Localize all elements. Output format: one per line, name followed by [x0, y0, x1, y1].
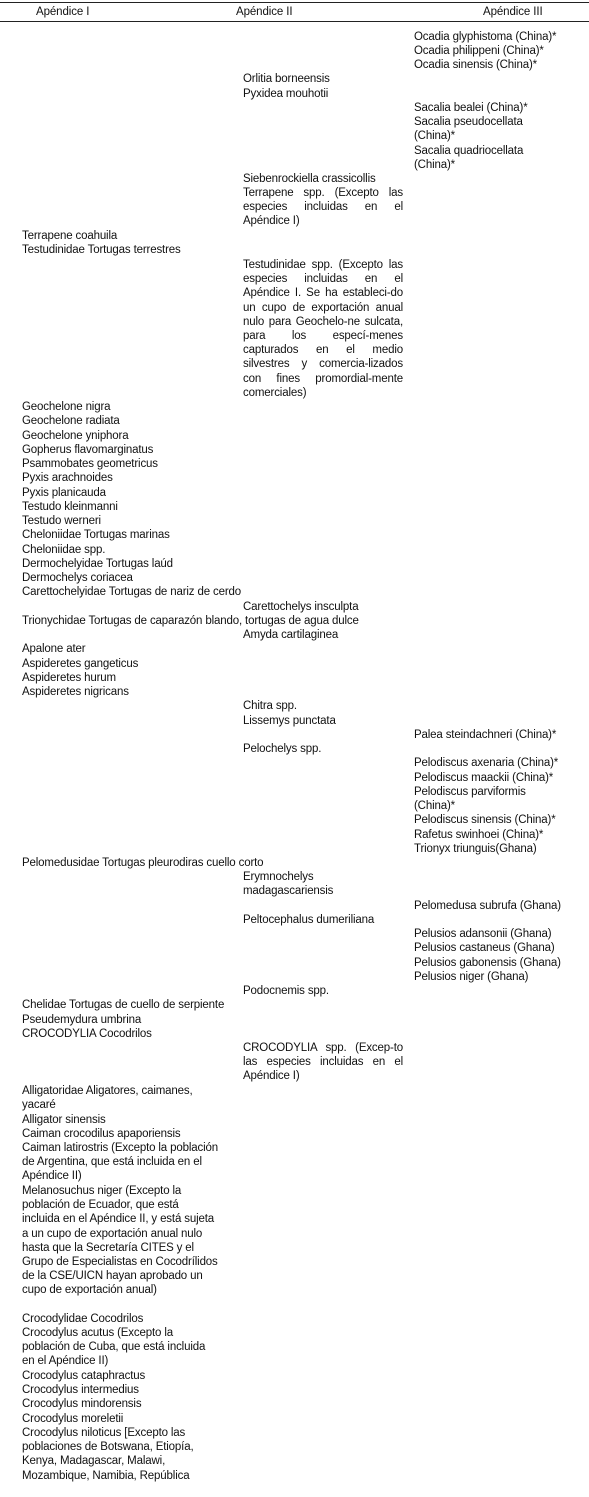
list-item: Pelodiscus parviformis (China)*	[414, 786, 526, 813]
list-item: Sacalia bealei (China)*	[414, 102, 528, 114]
list-item: Pelomedusa subrufa (Ghana)	[414, 900, 561, 912]
list-item: Trionychidae Tortugas de caparazón blando, tortugas de agua dulce	[22, 615, 359, 627]
list-item: Crocodylus moreletii	[22, 1413, 124, 1425]
list-item: Dermochelyidae Tortugas laúd	[22, 558, 173, 570]
list-item: Pelodiscus axenaria (China)*	[414, 757, 559, 769]
list-item: Cheloniidae Tortugas marinas	[22, 529, 170, 541]
list-item: Testudo kleinmanni	[22, 501, 118, 513]
list-item: Podocnemis spp.	[243, 985, 329, 997]
list-item: Gopherus flavomarginatus	[22, 444, 154, 456]
list-item: Terrapene spp. (Excepto las especies incluidas en el Apéndice I)	[243, 187, 403, 228]
list-item: Rafetus swinhoei (China)*	[414, 829, 544, 841]
list-item: Caiman crocodilus apaporiensis	[22, 1128, 181, 1140]
list-item: Crocodylus cataphractus	[22, 1370, 146, 1382]
list-item: Alligator sinensis	[22, 1114, 106, 1126]
list-item: Siebenrockiella crassicollis	[243, 173, 376, 185]
list-item: Lissemys punctata	[243, 715, 336, 727]
list-item: Palea steindachneri (China)*	[414, 729, 557, 741]
list-item: Geochelone yniphora	[22, 430, 129, 442]
list-item: Pyxidea mouhotii	[243, 88, 329, 100]
list-item: Trionyx triunguis(Ghana)	[414, 843, 537, 855]
list-item: Geochelone nigra	[22, 401, 111, 413]
list-item: Pelochelys spp.	[243, 743, 322, 755]
list-item: Ocadia glyphistoma (China)*	[414, 31, 557, 43]
list-item: Testudinidae spp. (Excepto las especies incluidas en el Apéndice I. Se ha estableci-do un cupo de exportación anual nulo para Geochelo-ne sulcata, para los especí-menes capturados en el medio silvestres y comercia-lizados con fines promordial-mente comerciales)	[243, 259, 403, 399]
header-bottom-rule	[0, 21, 589, 22]
list-item: Orlitia borneensis	[243, 73, 330, 85]
list-item: Pelusios niger (Ghana)	[414, 971, 529, 983]
list-item: Geochelone radiata	[22, 415, 120, 427]
list-item: Erymnochelys madagascariensis	[243, 871, 334, 898]
list-item: Crocodylus intermedius	[22, 1384, 139, 1396]
list-item: Ocadia sinensis (China)*	[414, 59, 537, 71]
list-item: Pelodiscus maackii (China)*	[414, 772, 554, 784]
list-item: Ocadia philippeni (China)*	[414, 45, 544, 57]
list-item: Crocodylus niloticus [Excepto las poblaciones de Botswana, Etiopía, Kenya, Madagascar, Malawi, Mozambique, Namibia, República	[22, 1427, 194, 1482]
header-appendix-2: Apéndice II	[236, 6, 293, 18]
list-item: Carettochelys insculpta	[243, 601, 359, 613]
list-item: CROCODYLIA Cocodrilos	[22, 1028, 152, 1040]
list-item: Testudinidae Tortugas terrestres	[22, 244, 181, 256]
header-appendix-1: Apéndice I	[36, 6, 90, 18]
list-item: Melanosuchus niger (Excepto la población de Ecuador, que está incluida en el Apéndice II, y está sujeta a un cupo de exportación anual nulo hasta que la Secretaría CITES y el Grupo de Especialistas en Cocodrílidos de la CSE/UICN hayan aprobado un cupo de exportación anual)	[22, 1185, 218, 1297]
list-item: Crocodylidae Cocodrilos	[22, 1313, 144, 1325]
list-item: Testudo werneri	[22, 515, 101, 527]
list-item: CROCODYLIA spp. (Excep-to las especies incluidas en el Apéndice I)	[243, 1042, 403, 1083]
list-item: Crocodylus mindorensis	[22, 1398, 142, 1410]
list-item: Pelusios adansonii (Ghana)	[414, 928, 552, 940]
list-item: Aspideretes nigricans	[22, 686, 129, 698]
header-top-rule	[0, 2, 589, 3]
list-item: Crocodylus acutus (Excepto la población de Cuba, que está incluida en el Apéndice II)	[22, 1327, 206, 1368]
list-item: Terrapene coahuila	[22, 230, 118, 242]
list-item: Pyxis arachnoides	[22, 472, 113, 484]
list-item: Cheloniidae spp.	[22, 544, 106, 556]
table-header	[0, 0, 589, 22]
list-item: Aspideretes hurum	[22, 672, 116, 684]
list-item: Amyda cartilaginea	[243, 629, 339, 641]
list-item: Pelusios gabonensis (Ghana)	[414, 957, 561, 969]
list-item: Caiman latirostris (Excepto la población de Argentina, que está incluida en el Apéndice II)	[22, 1142, 218, 1183]
list-item: Sacalia quadriocellata (China)*	[414, 145, 524, 172]
list-item: Psammobates geometricus	[22, 458, 158, 470]
list-item: Carettochelyidae Tortugas de nariz de cerdo	[22, 586, 242, 598]
list-item: Aspideretes gangeticus	[22, 658, 139, 670]
list-item: Pelodiscus sinensis (China)*	[414, 814, 556, 826]
list-item: Chelidae Tortugas de cuello de serpiente	[22, 999, 225, 1011]
list-item: Pseudemydura umbrina	[22, 1014, 142, 1026]
list-item: Sacalia pseudocellata (China)*	[414, 116, 523, 143]
list-item: Pelomedusidae Tortugas pleurodiras cuello corto	[22, 857, 264, 869]
list-item: Chitra spp.	[243, 700, 297, 712]
list-item: Peltocephalus dumeriliana	[243, 914, 375, 926]
list-item: Alligatoridae Aligatores, caimanes, yacaré	[22, 1085, 193, 1112]
list-item: Pelusios castaneus (Ghana)	[414, 942, 555, 954]
header-appendix-3: Apéndice III	[483, 6, 543, 18]
list-item: Apalone ater	[22, 643, 86, 655]
list-item: Pyxis planicauda	[22, 487, 106, 499]
list-item: Dermochelys coriacea	[22, 572, 133, 584]
